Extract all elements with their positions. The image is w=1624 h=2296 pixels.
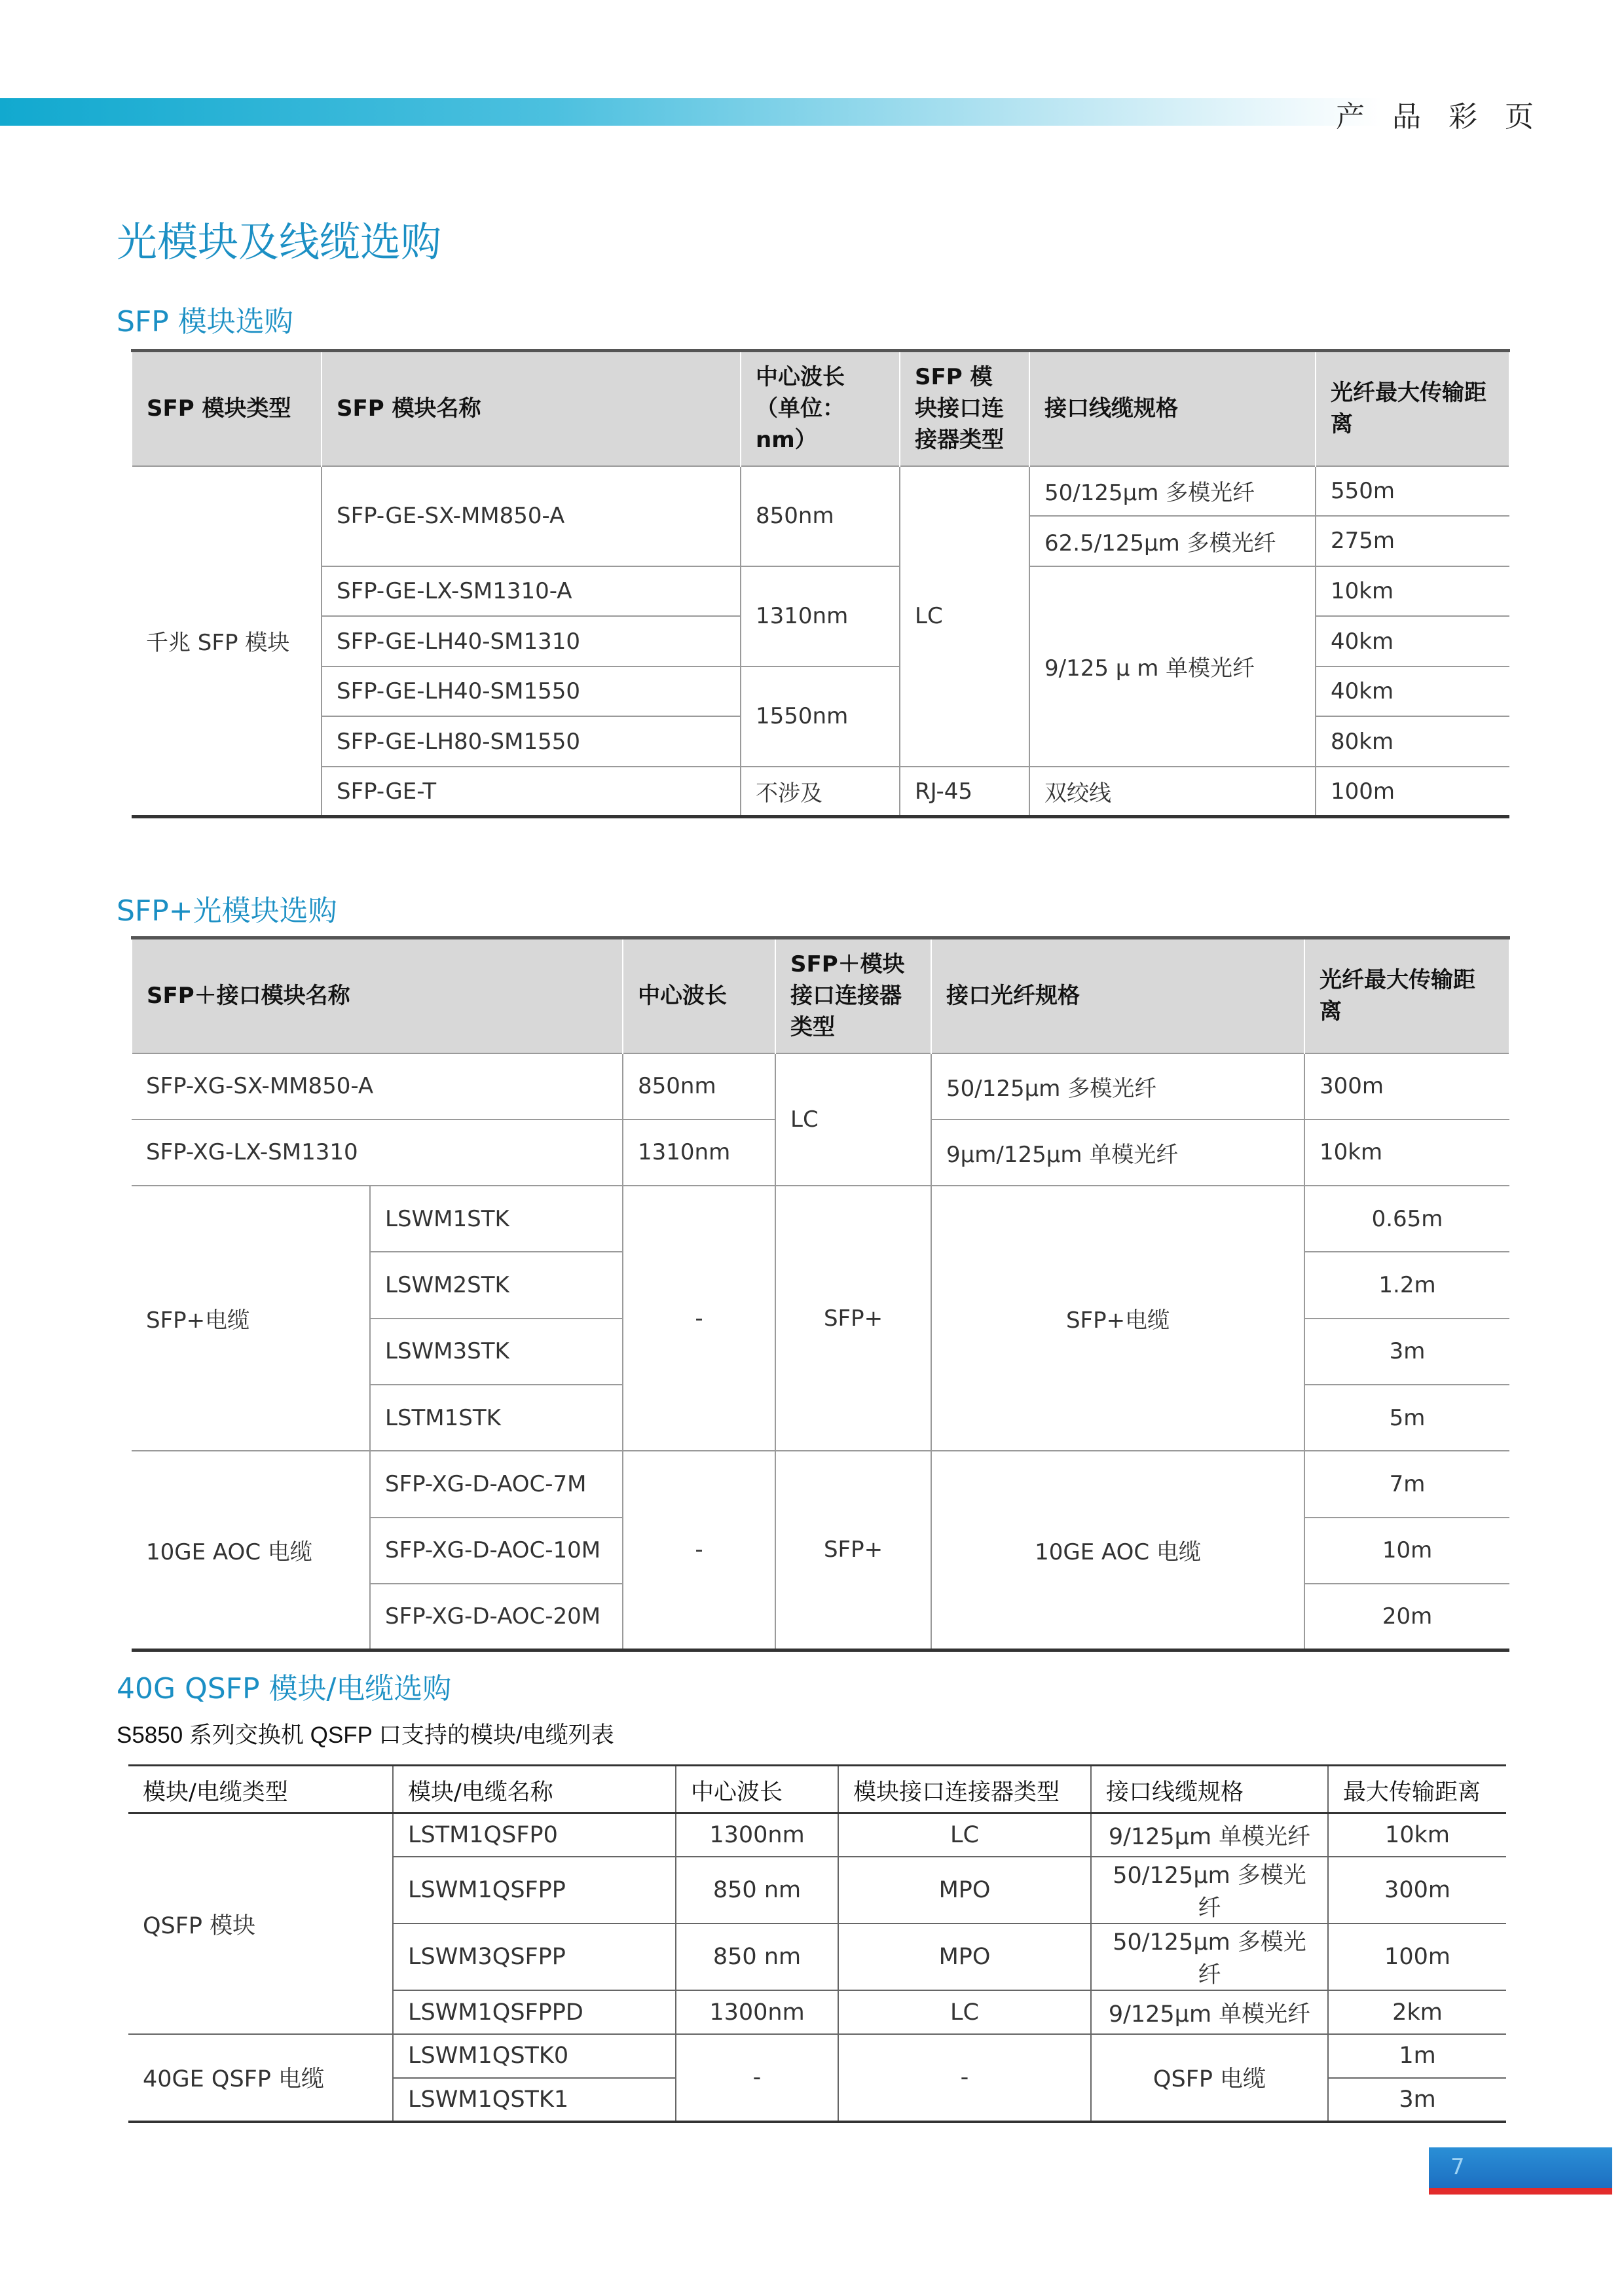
distance-cell: 0.65m	[1304, 1186, 1509, 1252]
module-name-cell: SFP-GE-LH80-SM1550	[322, 716, 741, 767]
module-name-cell: SFP-XG-LX-SM1310	[132, 1120, 623, 1186]
qsfp-table	[128, 1764, 1506, 2123]
module-name-cell: LSWM1QSFPPD	[393, 1990, 676, 2034]
wavelength-cell: -	[676, 2034, 838, 2122]
column-header: 光纤最大传输距离	[1316, 351, 1509, 466]
cable-cell: 9μm/125μm 单模光纤	[931, 1120, 1304, 1186]
module-name-cell: SFP-GE-T	[322, 767, 741, 817]
distance-cell: 100m	[1328, 1923, 1506, 1990]
table-row	[132, 566, 1509, 617]
wavelength-cell: -	[623, 1186, 775, 1451]
wavelength-cell: 850 nm	[676, 1923, 838, 1990]
column-header: 模块/电缆名称	[393, 1766, 676, 1813]
wavelength-cell: 1310nm	[741, 566, 900, 666]
module-name-cell: LSWM1QSTK0	[393, 2034, 676, 2078]
wavelength-cell: 1550nm	[741, 666, 900, 767]
column-header: 接口光纤规格	[931, 938, 1304, 1053]
column-header: 模块/电缆类型	[128, 1766, 393, 1813]
wavelength-cell: 850nm	[741, 466, 900, 566]
cable-cell: 10GE AOC 电缆	[931, 1451, 1304, 1650]
distance-cell: 40km	[1316, 666, 1509, 717]
wavelength-cell: 850nm	[623, 1053, 775, 1120]
connector-cell: SFP+	[775, 1186, 931, 1451]
column-header: SFP 模块接口连接器类型	[900, 351, 1029, 466]
connector-cell: LC	[838, 1990, 1091, 2034]
module-name-cell: SFP-GE-LH40-SM1550	[322, 666, 741, 717]
distance-cell: 300m	[1328, 1857, 1506, 1923]
sfpplus-table	[131, 936, 1510, 1652]
wavelength-cell: 不涉及	[741, 767, 900, 817]
distance-cell: 1m	[1328, 2034, 1506, 2078]
page-title: 光模块及线缆选购	[117, 218, 442, 266]
distance-cell: 275m	[1316, 516, 1509, 566]
connector-cell: SFP+	[775, 1451, 931, 1650]
distance-cell: 10km	[1304, 1120, 1509, 1186]
column-header: SFP＋模块接口连接器类型	[775, 938, 931, 1053]
cable-cell: SFP+电缆	[931, 1186, 1304, 1451]
module-type-cell: 千兆 SFP 模块	[132, 466, 322, 817]
distance-cell: 100m	[1316, 767, 1509, 817]
page-number: 7	[1450, 2154, 1465, 2180]
module-name-cell: SFP-XG-D-AOC-7M	[370, 1451, 623, 1517]
distance-cell: 300m	[1304, 1053, 1509, 1120]
connector-cell: MPO	[838, 1857, 1091, 1923]
module-name-cell: LSWM3QSFPP	[393, 1923, 676, 1990]
table-row	[128, 2034, 1506, 2078]
module-name-cell: LSWM1QSFPP	[393, 1857, 676, 1923]
connector-cell: RJ-45	[900, 767, 1029, 817]
distance-cell: 20m	[1304, 1584, 1509, 1650]
column-header: 最大传输距离	[1328, 1766, 1506, 1813]
sfp-table	[131, 349, 1510, 818]
distance-cell: 5m	[1304, 1385, 1509, 1451]
column-header: 接口线缆规格	[1091, 1766, 1328, 1813]
column-header: 模块接口连接器类型	[838, 1766, 1091, 1813]
distance-cell: 1.2m	[1304, 1252, 1509, 1318]
wavelength-cell: -	[623, 1451, 775, 1650]
cable-type-cell: 40GE QSFP 电缆	[128, 2034, 393, 2122]
distance-cell: 2km	[1328, 1990, 1506, 2034]
distance-cell: 3m	[1304, 1319, 1509, 1385]
cable-cell: 9/125μm 单模光纤	[1091, 1990, 1328, 2034]
module-type-cell: QSFP 模块	[128, 1813, 393, 2035]
column-header: 中心波长	[676, 1766, 838, 1813]
module-name-cell: SFP-XG-D-AOC-20M	[370, 1584, 623, 1650]
connector-cell: -	[838, 2034, 1091, 2122]
distance-cell: 10km	[1328, 1813, 1506, 1857]
distance-cell: 3m	[1328, 2078, 1506, 2122]
section-title-sfpplus: SFP+光模块选购	[117, 894, 337, 928]
column-header: 中心波长	[623, 938, 775, 1053]
section-title-qsfp: 40G QSFP 模块/电缆选购	[117, 1672, 452, 1705]
module-name-cell: LSWM1STK	[370, 1186, 623, 1252]
distance-cell: 7m	[1304, 1451, 1509, 1517]
wavelength-cell: 850 nm	[676, 1857, 838, 1923]
cable-cell: 50/125μm 多模光纤	[1091, 1923, 1328, 1990]
connector-cell: LC	[900, 466, 1029, 767]
column-header: 中心波长（单位：nm）	[741, 351, 900, 466]
table-header-row	[132, 351, 1509, 466]
column-header: SFP 模块类型	[132, 351, 322, 466]
module-name-cell: LSWM2STK	[370, 1252, 623, 1318]
cable-cell: 双绞线	[1029, 767, 1316, 817]
module-name-cell: SFP-XG-D-AOC-10M	[370, 1518, 623, 1584]
cable-cell: 9/125μm 单模光纤	[1091, 1813, 1328, 1857]
connector-cell: MPO	[838, 1923, 1091, 1990]
cable-cell: QSFP 电缆	[1091, 2034, 1328, 2122]
table-row	[128, 1813, 1506, 1857]
cable-cell: 9/125 μ m 单模光纤	[1029, 566, 1316, 767]
header-label: 产 品 彩 页	[1336, 100, 1543, 134]
column-header: 接口线缆规格	[1029, 351, 1316, 466]
table-row	[132, 466, 1509, 517]
distance-cell: 10m	[1304, 1518, 1509, 1584]
cable-cell: 50/125μm 多模光纤	[1091, 1857, 1328, 1923]
module-name-cell: LSTM1QSFP0	[393, 1813, 676, 1857]
connector-cell: LC	[775, 1053, 931, 1186]
wavelength-cell: 1300nm	[676, 1813, 838, 1857]
table-header-row	[128, 1766, 1506, 1813]
cable-cell: 62.5/125μm 多模光纤	[1029, 516, 1316, 566]
module-name-cell: SFP-GE-LH40-SM1310	[322, 616, 741, 666]
distance-cell: 550m	[1316, 466, 1509, 517]
wavelength-cell: 1310nm	[623, 1120, 775, 1186]
wavelength-cell: 1300nm	[676, 1990, 838, 2034]
module-name-cell: LSTM1STK	[370, 1385, 623, 1451]
table-row	[132, 1053, 1509, 1120]
module-name-cell: LSWM3STK	[370, 1319, 623, 1385]
table-row	[132, 1186, 1509, 1252]
cable-cell: 50/125μm 多模光纤	[1029, 466, 1316, 517]
distance-cell: 80km	[1316, 716, 1509, 767]
module-name-cell: SFP-GE-SX-MM850-A	[322, 466, 741, 566]
table-row	[132, 767, 1509, 817]
module-name-cell: LSWM1QSTK1	[393, 2078, 676, 2122]
cable-cell: 50/125μm 多模光纤	[931, 1053, 1304, 1120]
table-header-row	[132, 938, 1509, 1053]
distance-cell: 10km	[1316, 566, 1509, 617]
cable-type-cell: 10GE AOC 电缆	[132, 1451, 370, 1650]
section-title-sfp: SFP 模块选购	[117, 305, 293, 338]
table-row	[132, 1451, 1509, 1517]
column-header: SFP＋接口模块名称	[132, 938, 623, 1053]
column-header: 光纤最大传输距离	[1304, 938, 1509, 1053]
column-header: SFP 模块名称	[322, 351, 741, 466]
cable-type-cell: SFP+电缆	[132, 1186, 370, 1451]
table-caption: S5850 系列交换机 QSFP 口支持的模块/电缆列表	[117, 1722, 614, 1748]
page-number-underline	[1429, 2188, 1612, 2195]
module-name-cell: SFP-XG-SX-MM850-A	[132, 1053, 623, 1120]
distance-cell: 40km	[1316, 616, 1509, 666]
module-name-cell: SFP-GE-LX-SM1310-A	[322, 566, 741, 617]
header-band	[0, 98, 1382, 126]
connector-cell: LC	[838, 1813, 1091, 1857]
